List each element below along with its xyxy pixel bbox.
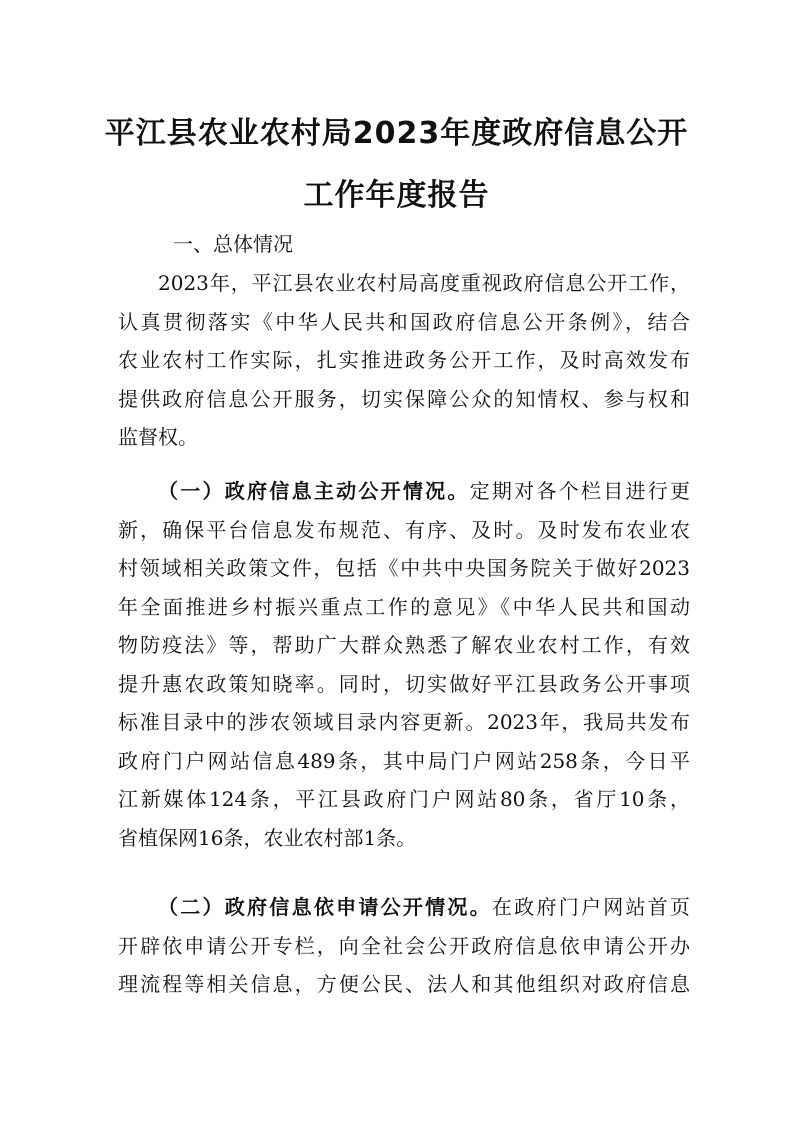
paragraph-text: 在政府门户网站首页: [491, 895, 691, 919]
paragraph-proactive-disclosure: [118, 472, 690, 857]
paragraph-line: 提供政府信息公开服务，切实保障公众的知情权、参与权和: [118, 386, 690, 411]
paragraph-line: 农业农村工作实际，扎实推进政务公开工作，及时高效发布: [118, 348, 690, 372]
paragraph-line: 标准目录中的涉农领域目录内容更新。2023年，我局共发布: [118, 710, 690, 734]
paragraph-line: 提升惠农政策知晓率。同时，切实做好平江县政务公开事项: [118, 671, 690, 696]
paragraph-line: 开辟依申请公开专栏，向全社会公开政府信息依申请公开办: [118, 933, 690, 958]
paragraph-line: 监督权。: [118, 425, 198, 449]
paragraph-first-line: [118, 472, 690, 511]
paragraph-request-disclosure: [118, 888, 690, 1004]
paragraph-line: 年全面推进乡村振兴重点工作的意见》《中华人民共和国动: [118, 594, 690, 619]
paragraph-line: 认真贯彻落实《中华人民共和国政府信息公开条例》，结合: [118, 309, 690, 334]
document-title-line-1: 平江县农业农村局2023年度政府信息公开: [104, 116, 689, 151]
paragraph-first-line: [118, 888, 690, 927]
paragraph-overview: [118, 264, 690, 457]
section-heading-overview: 一、总体情况: [173, 232, 293, 256]
document-title-line-2: 工作年度报告: [303, 178, 490, 213]
paragraph-line: 村领域相关政策文件，包括《中共中央国务院关于做好2023: [118, 556, 690, 580]
paragraph-line: 2023年，平江县农业农村局高度重视政府信息公开工作，: [158, 271, 690, 295]
paragraph-line: 理流程等相关信息，方便公民、法人和其他组织对政府信息: [118, 972, 690, 996]
paragraph-line: 省植保网16条，农业农村部1条。: [118, 825, 417, 850]
paragraph-line: 政府门户网站信息489条，其中局门户网站258条，今日平: [118, 748, 690, 773]
subsection-heading-proactive: （一）政府信息主动公开情况。: [158, 479, 470, 503]
paragraph-text: 定期对各个栏目进行更: [469, 479, 691, 503]
paragraph-line: 新，确保平台信息发布规范、有序、及时。及时发布农业农: [118, 517, 690, 542]
subsection-heading-request: （二）政府信息依申请公开情况。: [158, 895, 492, 919]
paragraph-line: 江新媒体124条，平江县政府门户网站80条，省厅10条，: [118, 787, 690, 811]
paragraph-line: 物防疫法》等，帮助广大群众熟悉了解农业农村工作，有效: [118, 633, 690, 657]
